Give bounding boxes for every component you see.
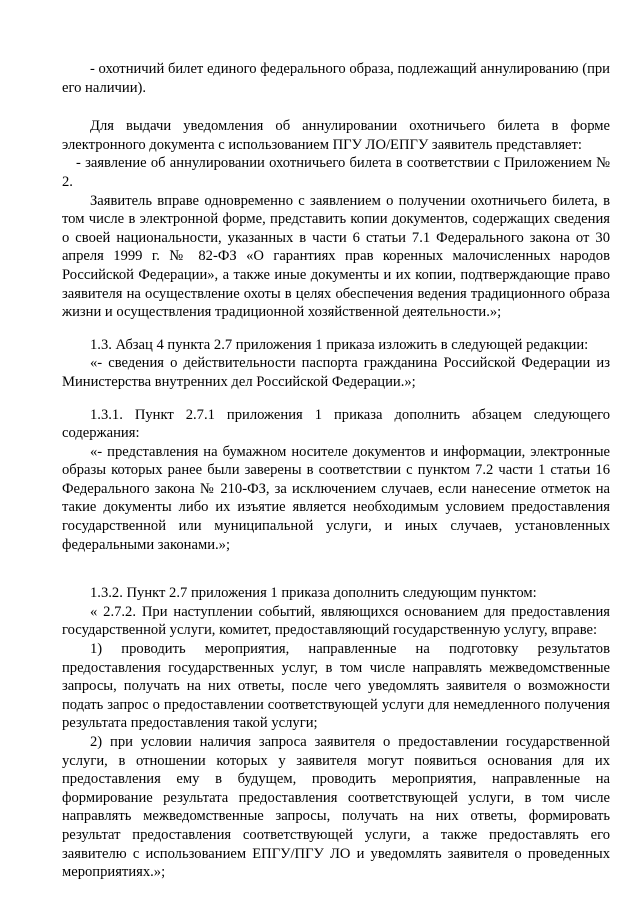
paragraph-item-2: 2) при условии наличия запроса заявителя о предоставлении государственной услуги, в отношении которых у заявителя могут появиться основания для их предоставления ему в будущем, проводить мероприятия, направленные на формирование результата предоставления соответствующей услуги, в том числе направлять межведомственные запросы, получать на них ответы, формировать результат предоставления соответствующей услуги, а также предоставлять его заявителю с использованием ЕПГУ/ПГУ ЛО и уведомлять заявителя о проведенных мероприятиях.»;	[62, 734, 610, 881]
paragraph-section-1-3-2: 1.3.2. Пункт 2.7 приложения 1 приказа дополнить следующим пунктом:	[90, 585, 537, 602]
paragraph-paper-documents: «- представления на бумажном носителе документов и информации, электронные образы которых ранее были заверены в соответствии с пунктом 7.2 части 1 статьи 16 Федерального закона № 210-ФЗ, за исключением случаев, если нанесение отметок на такие документы либо их изъятие является необходимым условием предоставления государственной или муниципальной услуги, и иных случаев, установленных федеральными законами.»;	[62, 443, 610, 553]
paragraph-application-item: - заявление об аннулировании охотничьего билета в соответствии с Приложением № 2.	[62, 155, 610, 190]
paragraph-section-1-3-1: 1.3.1. Пункт 2.7.1 приложения 1 приказа дополнить абзацем следующего содержания:	[62, 406, 610, 442]
paragraph-2-7-2: « 2.7.2. При наступлении событий, являющихся основанием для предоставления государственной услуги, комитет, предоставляющий государственную услугу, вправе:	[62, 603, 610, 639]
paragraph-item-1: 1) проводить мероприятия, направленные на подготовку результатов предоставления государственных услуг, в том числе направлять межведомственные запросы, получать на них ответы, после чего уведомлять заявителя о возможности подать запрос о предоставлении соответствующей услуги для немедленного получения результата предоставления такой услуги;	[62, 641, 610, 732]
paragraph-applicant-right: Заявитель вправе одновременно с заявлением о получении охотничьего билета, в том числе в электронной форме, представить копии документов, содержащих сведения о своей национальности, указанных в части 6 статьи 7.1 Федерального закона от 30 апреля 1999 г. № 82-ФЗ «О гарантиях прав коренных малочисленных народов Российской Федерации», а также иные документы и их копии, подтверждающие право заявителя на осуществление охоты в целях обеспечения ведения традиционного образа жизни и осуществления традиционной хозяйственной деятельности.»;	[62, 192, 610, 321]
paragraph-section-1-3: 1.3. Абзац 4 пункта 2.7 приложения 1 приказа изложить в следующей редакции:	[90, 336, 589, 353]
paragraph-electronic-notice: Для выдачи уведомления об аннулировании охотничьего билета в форме электронного документа с использованием ПГУ ЛО/ЕПГУ заявитель представляет:	[62, 118, 610, 153]
paragraph-passport-info: «- сведения о действительности паспорта гражданина Российской Федерации из Министерства внутренних дел Российской Федерации.»;	[62, 355, 610, 390]
document-page	[62, 60, 610, 882]
paragraph-hunting-ticket-item: - охотничий билет единого федерального образа, подлежащий аннулированию (при его наличии).	[62, 61, 610, 96]
